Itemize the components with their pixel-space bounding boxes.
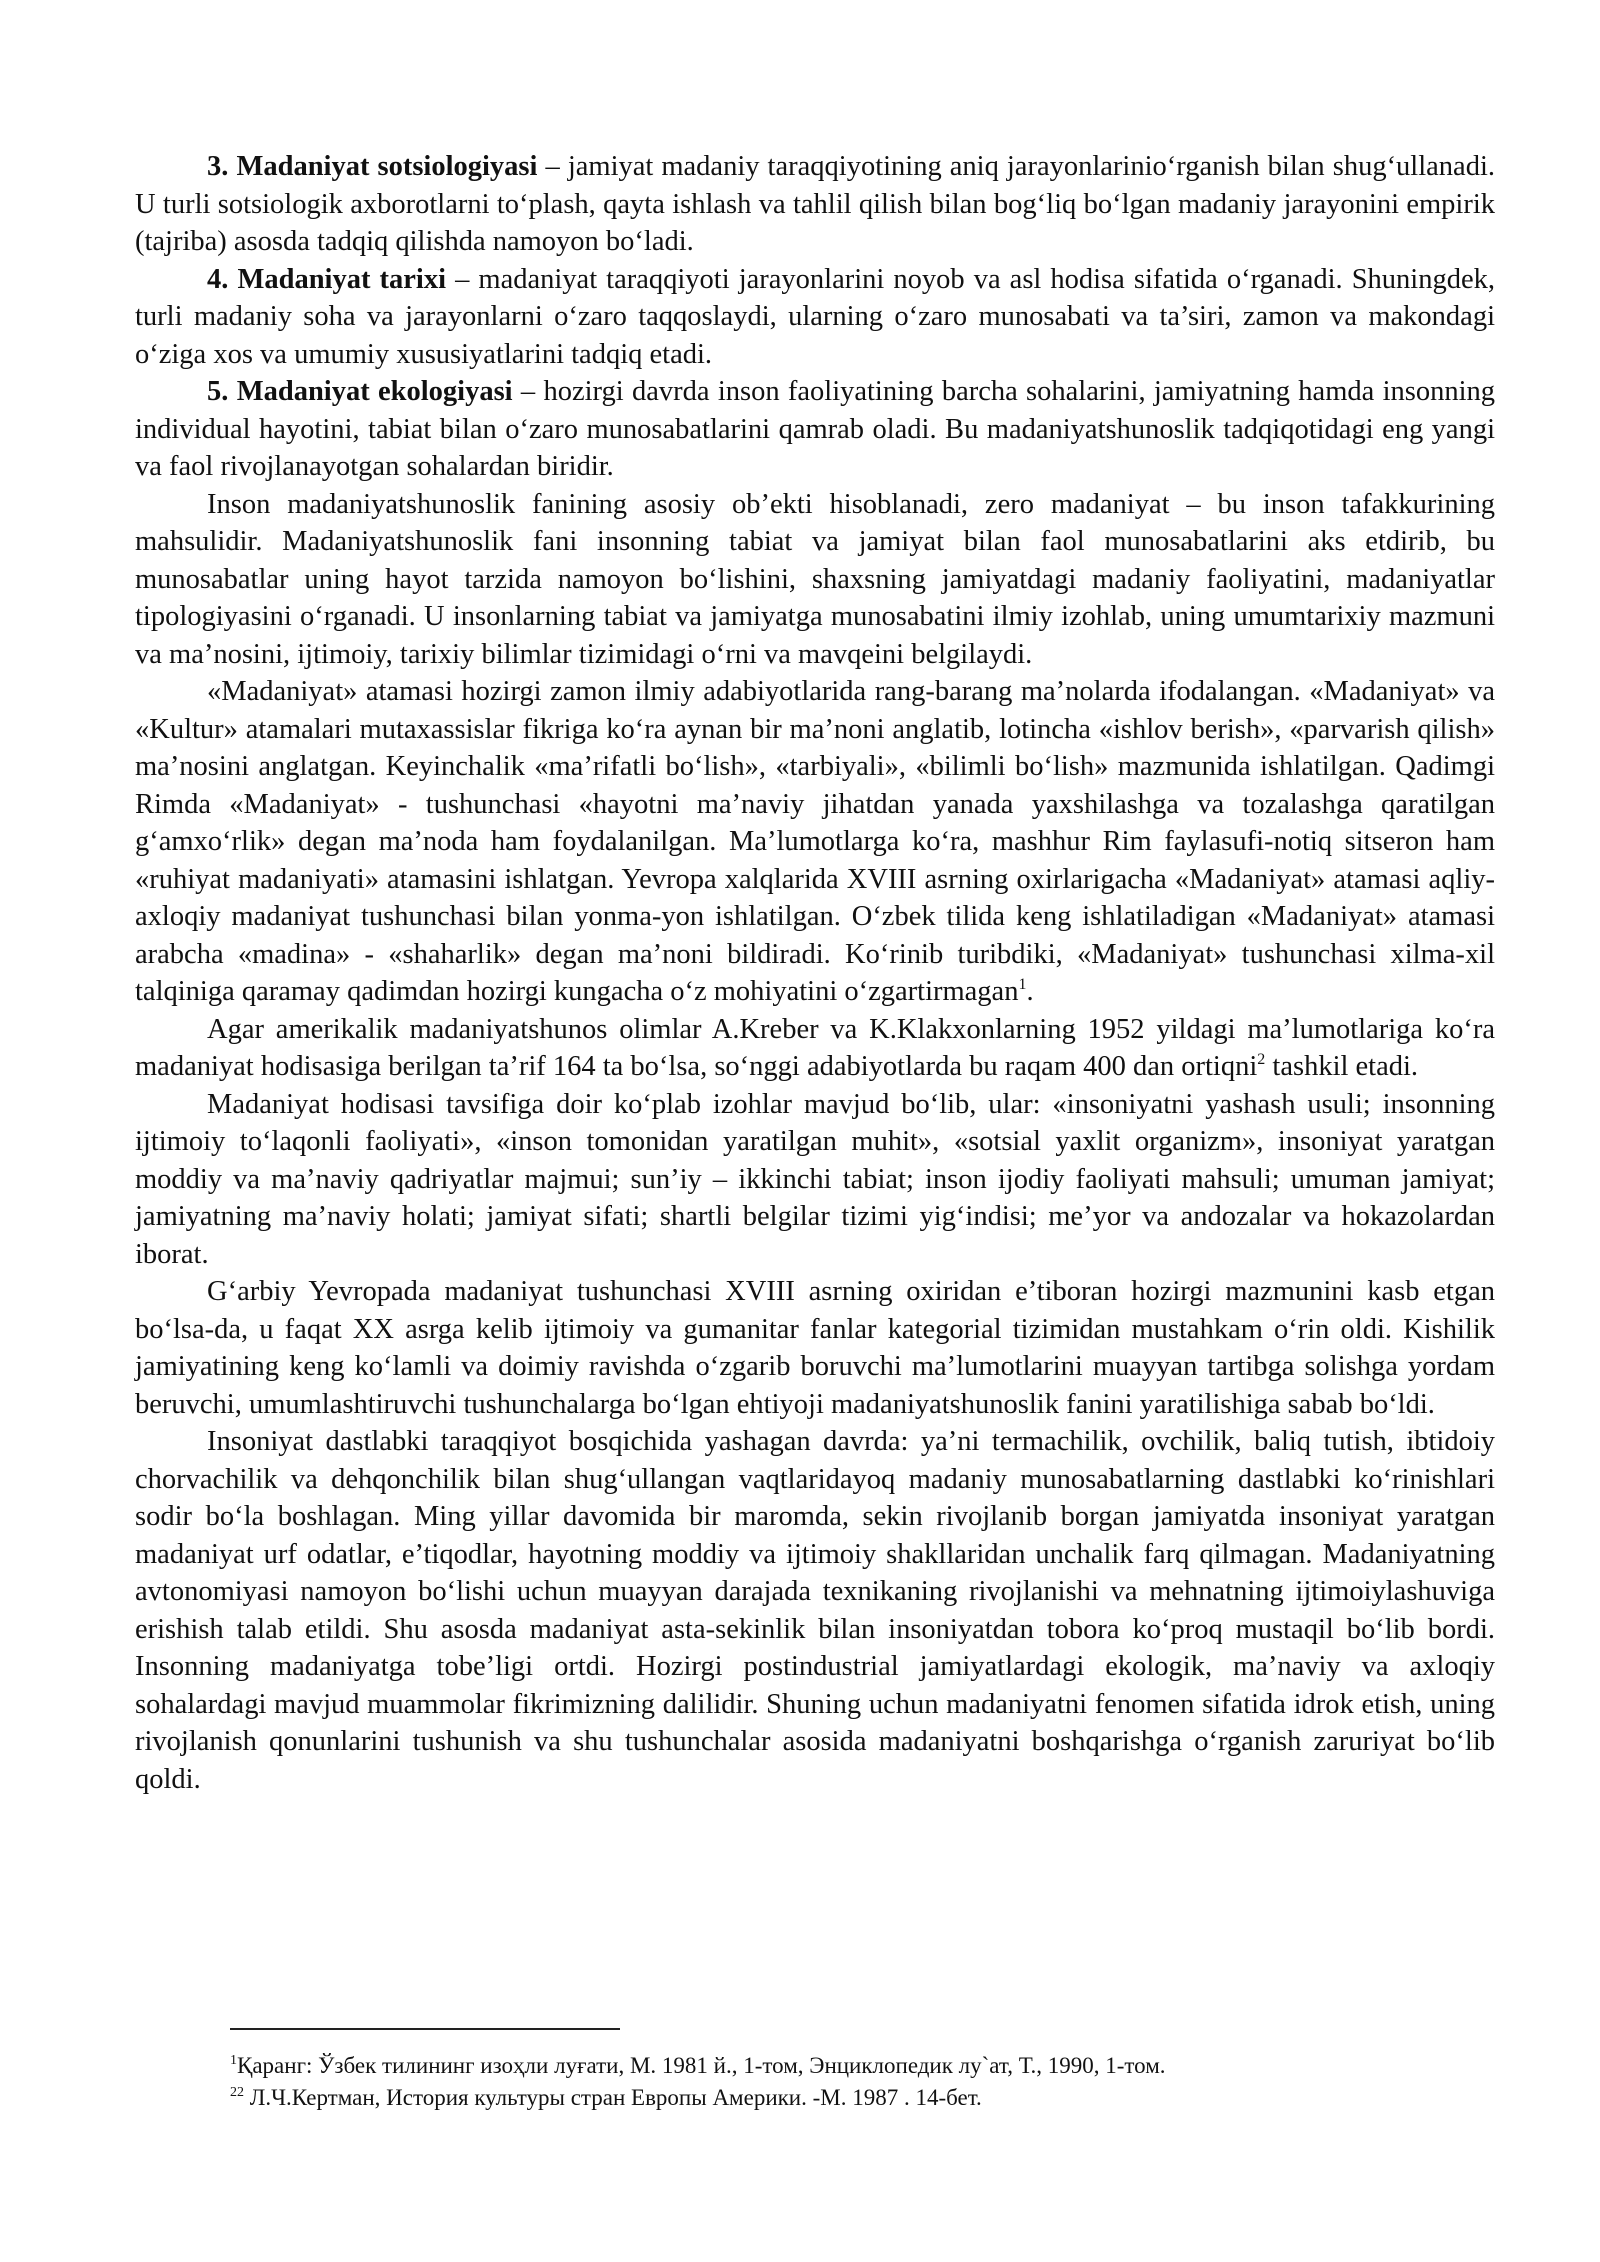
term-heading: Madaniyat sotsiologiyasi <box>236 151 538 182</box>
footnote-text: Қаранг: Ўзбек тилининг изоҳли луғати, М. 1981 й., 1-том, Энциклопедик лу`ат, Т., 1990, 1-том. <box>237 2053 1166 2078</box>
term-heading: Madaniyat tarixi <box>237 263 447 295</box>
paragraph-text: Madaniyat hodisasi tavsifiga doir ko‘plab izohlar mavjud bo‘lib, ular: «insoniyatni yashash usuli; insonning ijtimoiy to‘laqonli faoliyati», «inson tomonidan yaratilgan muhit», «sotsial yaxlit organizm», insoniyat yaratgan moddiy va ma’naviy qadriyatlar majmui; sun’iy – ikkinchi tabiat; inson ijodiy faoliyati mahsuli; umuman jamiyat; jamiyatning ma’naviy holati; jamiyat sifati; shartli belgilar tizimi yig‘indisi; me’yor va andozalar va hokazolardan iborat. <box>135 1088 1495 1270</box>
footnote-2 <box>230 2082 1470 2114</box>
footnote-separator <box>230 2028 620 2030</box>
document-body <box>135 148 1495 1798</box>
paragraph-text: «Madaniyat» atamasi hozirgi zamon ilmiy adabiyotlarida rang-barang ma’nolarda ifodalangan. «Madaniyat» va «Kultur» atamalari mutaxassislar fikriga ko‘ra aynan bir ma’noni anglatib, lotincha «ishlov berish», «parvarish qilish» ma’nosini anglatgan. Keyinchalik «ma’rifatli bo‘lish», «tarbiyali», «bilimli bo‘lish» mazmunida ishlatilgan. Qadimgi Rimda «Madaniyat» - tushunchasi «hayotni ma’naviy jihatdan yanada yaxshilashga va tozalashga qaratilgan g‘amxo‘rlik» degan ma’noda ham foydalanilgan. Ma’lumotlarga ko‘ra, mashhur Rim faylasufi-notiq sitseron ham «ruhiyat madaniyati» atamasini ishlatgan. Yevropa xalqlarida XVIII asrning oxirlarigacha «Madaniyat» atamasi aqliy-axloqiy madaniyat tushunchasi bilan yonma-yon ishlatilgan. O‘zbek tilida keng ishlatiladigan «Madaniyat» atamasi arabcha «madina» - «shaharlik» degan ma’noni bildiradi. Ko‘rinib turibdiki, «Madaniyat» tushunchasi xilma-xil talqiniga qaramay qadimdan hozirgi kungacha o‘z mohiyatini o‘zgartirmagan <box>135 676 1495 1007</box>
paragraph-number: 3. <box>207 151 229 182</box>
paragraph-text: – madaniyat taraqqiyoti jarayonlarini noyob va asl hodisa sifatida o‘rganadi. Shuningdek, turli madaniy soha va jarayonlarni o‘zaro taqqoslaydi, ularning o‘zaro munosabati va ta’siri, zamon va makondagi o‘ziga xos va umumiy xususiyatlarini tadqiq etadi. <box>135 263 1495 370</box>
paragraph-history <box>135 261 1495 374</box>
paragraph-kreber <box>135 1011 1495 1086</box>
paragraph-madaniyat-term <box>135 673 1495 1011</box>
footnote-text: Л.Ч.Кертман, История культуры стран Европы Америки. -М. 1987 . 14-бет. <box>244 2085 982 2110</box>
paragraph-text: Insoniyat dastlabki taraqqiyot bosqichida yashagan davrda: ya’ni termachilik, ovchilik, baliq tutish, ibtidoiy chorvachilik va dehqonchilik bilan shug‘ullangan vaqtlaridayoq madaniy munosabatlarning dastlabki ko‘rinishlari sodir bo‘la boshlagan. Ming yillar davomida bir maromda, sekin rivojlanib borgan jamiyatda insoniyat yaratgan madaniyat urf odatlar, e’tiqodlar, hayotning moddiy va ijtimoiy shakllaridan unchalik farq qilmagan. Madaniyatning avtonomiyasi namoyon bo‘lishi uchun muayyan darajada texnikaning rivojlanishi va mehnatning ijtimoiylashuviga erishish talab etildi. Shu asosda madaniyat asta-sekinlik bilan insoniyatdan tobora ko‘proq mustaqil bo‘lib bordi. Insonning madaniyatga tobe’ligi ortdi. Hozirgi postindustrial jamiyatlardagi ekologik, ma’naviy va axloqiy sohalardagi mavjud muammolar fikrimizning dalilidir. Shuning uchun madaniyatni fenomen sifatida idrok etish, uning rivojlanish qonunlarini tushunish va shu tushunchalar asosida madaniyatni boshqarishga o‘rganish zaruriyat bo‘lib qoldi. <box>135 1426 1495 1795</box>
paragraph-text: – jamiyat madaniy taraqqiyotining aniq jarayonlarinio‘rganish bilan shug‘ullanadi. U turli sotsiologik axborotlarni to‘plash, qayta ishlash va tahlil qilish bilan bog‘liq bo‘lgan madaniy jarayonini empirik (tajriba) asosda tadqiq qilishda namoyon bo‘ladi. <box>135 151 1495 257</box>
paragraph-text: – hozirgi davrda inson faoliyatining barcha sohalarini, jamiyatning hamda insonning individual hayotini, tabiat bilan o‘zaro munosabatlarini qamrab oladi. Bu madaniyatshunoslik tadqiqotidagi eng yangi va faol rivojlanayotgan sohalardan biridir. <box>135 376 1496 482</box>
paragraph-definitions <box>135 1086 1495 1274</box>
paragraph-text: G‘arbiy Yevropada madaniyat tushunchasi XVIII asrning oxiridan e’tiboran hozirgi mazmunini kasb etgan bo‘lsa-da, u faqat XX asrga kelib ijtimoiy va gumanitar fanlar kategorial tizimidan mustahkam o‘rin oldi. Kishilik jamiyatining keng ko‘lamli va doimiy ravishda o‘zgarib boruvchi ma’lumotlarini muayyan tartibga solishga yordam beruvchi, umumlashtiruvchi tushunchalarga bo‘lgan ehtiyoji madaniyatshunoslik fanini yaratilishiga sabab bo‘ldi. <box>135 1276 1495 1420</box>
paragraph-tail: . <box>1026 976 1034 1007</box>
term-heading: Madaniyat ekologiyasi <box>236 376 513 407</box>
paragraph-sociology <box>135 148 1495 261</box>
paragraph-number: 5. <box>207 376 229 407</box>
footnote-mark: 1 <box>230 2053 237 2068</box>
footnote-1 <box>230 2050 1470 2082</box>
paragraph-text: Agar amerikalik madaniyatshunos olimlar A.Kreber va K.Klakxonlarning 1952 yildagi ma’lumotlariga ko‘ra madaniyat hodisasiga berilgan ta’rif 164 ta bo‘lsa, so‘nggi adabiyotlarda bu raqam 400 dan ortiqni <box>135 1013 1495 1082</box>
footnote-mark: 22 <box>230 2085 244 2100</box>
footnote-ref-1[interactable]: 1 <box>1018 976 1027 993</box>
paragraph-western-europe <box>135 1273 1495 1423</box>
paragraph-text: Inson madaniyatshunoslik fanining asosiy ob’ekti hisoblanadi, zero madaniyat – bu inson tafakkurining mahsulidir. Madaniyatshunoslik fani insonning tabiat va jamiyat bilan faol munosabatlarini aks etdirib, bu munosabatlar uning hayot tarzida namoyon bo‘lishini, shaxsning jamiyatdagi madaniy faoliyatini, madaniyatlar tipologiyasini o‘rganadi. U insonlarning tabiat va jamiyatga munosabatini ilmiy izohlab, uning umumtarixiy mazmuni va ma’nosini, ijtimoiy, tarixiy bilimlar tizimidagi o‘rni va mavqeini belgilaydi. <box>135 488 1495 670</box>
paragraph-early-humanity <box>135 1423 1495 1798</box>
footnotes <box>230 2050 1470 2114</box>
paragraph-inson <box>135 486 1495 674</box>
paragraph-ecology <box>135 373 1495 486</box>
paragraph-tail: tashkil etadi. <box>1265 1051 1419 1082</box>
paragraph-number: 4. <box>207 263 229 295</box>
footnote-ref-2[interactable]: 2 <box>1257 1051 1266 1068</box>
